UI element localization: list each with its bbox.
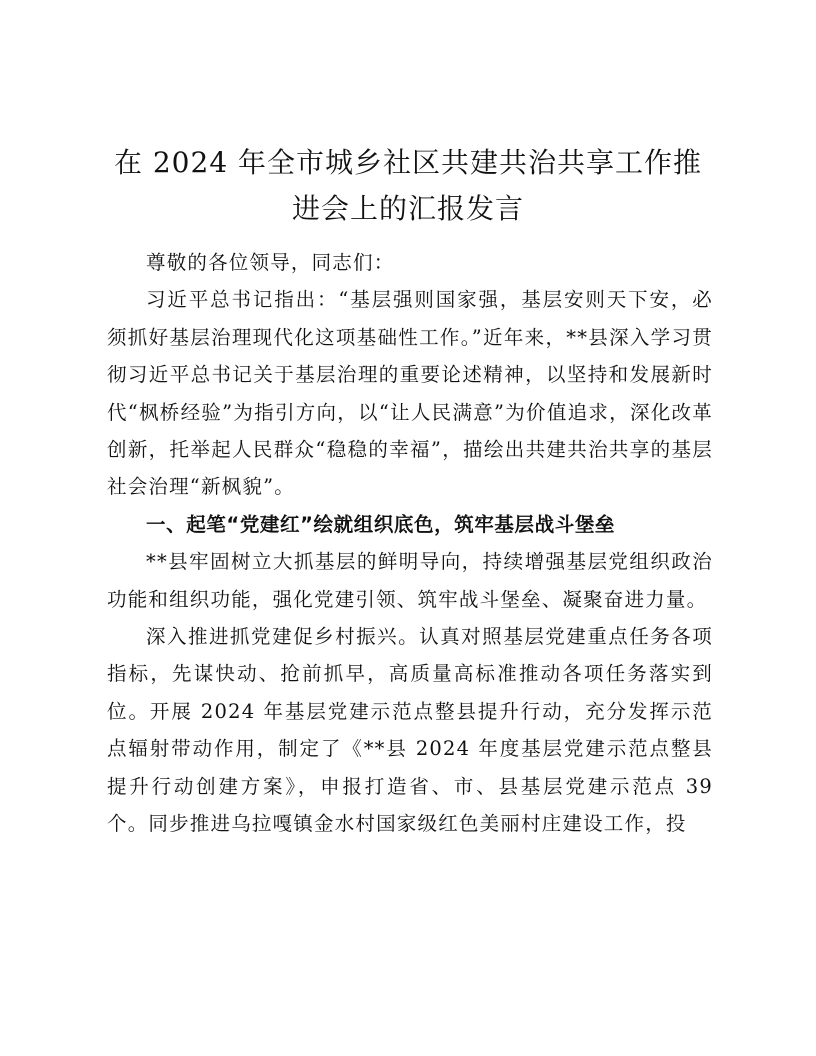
document-title: 在 2024 年全市城乡社区共建共治共享工作推进会上的汇报发言 — [113, 146, 703, 225]
document-body — [107, 244, 713, 843]
paragraph-section-1-intro: **县牢固树立大抓基层的鲜明导向，持续增强基层党组织政治功能和组织功能，强化党建引领、筑牢战斗堡垒、凝聚奋进力量。 — [107, 550, 713, 611]
section-heading-1: 一、起笔“党建红”绘就组织底色，筑牢基层战斗堡垒 — [146, 512, 616, 536]
paragraph-party-building: 深入推进抓党建促乡村振兴。认真对照基层党建重点任务各项指标，先谋快动、抢前抓早，高质量高标准推动各项任务落实到位。开展 2024 年基层党建示范点整县提升行动，充分发挥示范点辐射带动作用，制定了《**县 2024 年度基层党建示范点整县提升行动创建方案》，申报打造省、市、县基层党建示范点 39 个。同步推进乌拉嘎镇金水村国家级红色美丽村庄建设工作，投 — [107, 625, 713, 836]
paragraph-intro: 习近平总书记指出：“基层强则国家强，基层安则天下安，必须抓好基层治理现代化这项基础性工作。”近年来，**县深入学习贯彻习近平总书记关于基层治理的重要论述精神，以坚持和发展新时代“枫桥经验”为指引方向，以“让人民满意”为价值追求，深化改革创新，托举起人民群众“稳稳的幸福”，描绘出共建共治共享的基层社会治理“新枫貌”。 — [107, 288, 713, 499]
salutation: 尊敬的各位领导，同志们： — [146, 251, 395, 274]
